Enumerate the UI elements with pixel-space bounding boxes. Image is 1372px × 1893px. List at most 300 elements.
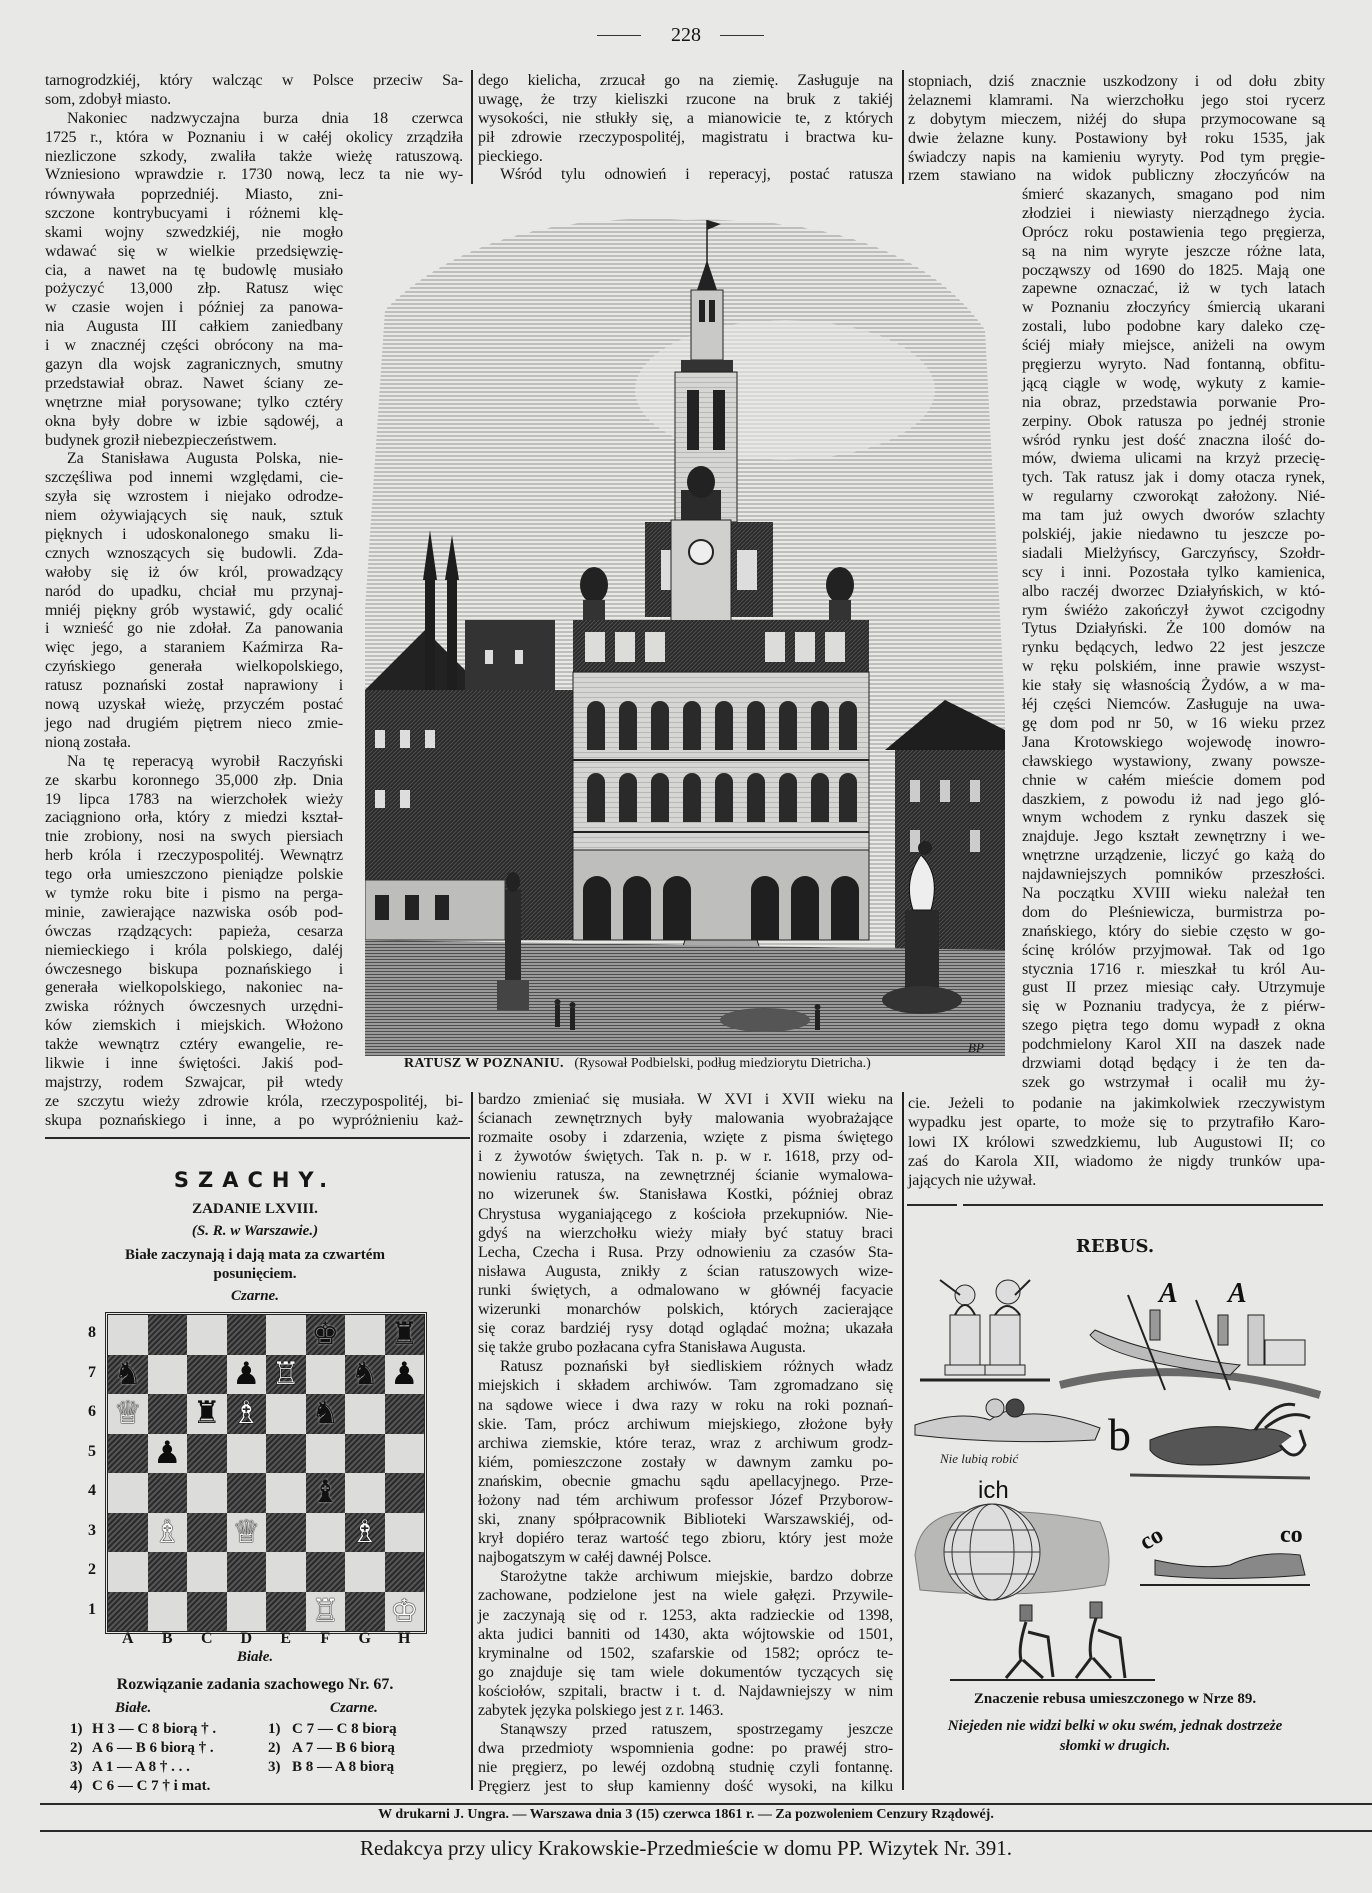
black-rook-piece: ♜ — [390, 1316, 419, 1353]
chess-author: (S. R. w Warszawie.) — [191, 1223, 319, 1239]
text-line: pił zdrowie rzeczypospolitéj, magistratu i bractwa ku- — [478, 128, 893, 146]
solution-move-n: 4) — [70, 1778, 83, 1794]
text-line: nisława Augusta, znikły z ścian ratuszowych wize- — [478, 1262, 893, 1280]
file-label: D — [240, 1630, 253, 1647]
text-line: na sądowe wiece i dwa razy w roku na roki poznań- — [478, 1396, 893, 1414]
square-e8 — [266, 1315, 306, 1355]
square-d2 — [227, 1552, 267, 1592]
text-line: skupa poznańskiego i inne, a po wypróżnieniu każ- — [45, 1111, 463, 1129]
text-line: cławskiego wystawiony, zwany powsze- — [1022, 752, 1325, 770]
rank-label: 1 — [88, 1600, 96, 1618]
square-e3 — [266, 1513, 306, 1553]
text-line: tarnogrodzkiéj, który walcząc w Polsce przeciw Sa- — [45, 72, 463, 89]
black-knight-piece: ♞ — [113, 1355, 142, 1392]
solution-move-white: A 1 — A 8 † . . . — [92, 1759, 190, 1775]
text-line: i w znacznéj części obrócony na ma- — [45, 337, 343, 355]
town-hall-engraving — [365, 190, 1005, 1056]
footer-imprint: W drukarni J. Ungra. — Warszawa dnia 3 (15) czerwca 1861 r. — Za pozwoleniem Cenzury Rządowéj. — [378, 1807, 994, 1822]
square-g6 — [345, 1394, 385, 1434]
text-line: 19 lipca 1783 na wierzchołek wieży — [45, 790, 343, 808]
square-b2 — [148, 1552, 188, 1592]
text-line: ków ziemskich i miejskich. Włożono — [45, 1017, 343, 1035]
text-line: Starożytne także archiwum miejskie, bardzo dobrze — [500, 1568, 893, 1586]
text-line: gazyn dla wojsk zagranicznych, smutny — [45, 356, 343, 374]
text-line: Wzniesiono wprawdzie r. 1730 nową, lecz ta nie wy- — [45, 166, 463, 184]
square-h8 — [385, 1315, 425, 1355]
square-b4 — [148, 1473, 188, 1513]
square-h3 — [385, 1513, 425, 1553]
square-d1 — [227, 1592, 267, 1632]
right-column-bottom — [908, 1094, 1325, 1190]
text-line: kryminalne od 1502, szafarskie od 1582; oprócz te- — [478, 1644, 893, 1662]
text-line: skie. Tam, prócz archiwum miejskiego, złożone były — [478, 1415, 893, 1433]
file-label: A — [121, 1630, 134, 1647]
square-c2 — [187, 1552, 227, 1592]
file-label: H — [398, 1630, 411, 1647]
square-b3 — [148, 1513, 188, 1553]
chess-instruction: Białe zaczynają i dają mata za czwartém — [125, 1247, 385, 1263]
text-line: chnie w całém mieście domem pod — [1022, 771, 1325, 789]
square-g1 — [345, 1592, 385, 1632]
square-c1 — [187, 1592, 227, 1632]
text-line: majstrzy, rodem Szwajcar, pił wtedy — [45, 1073, 343, 1091]
solution-move-black: C 7 — C 8 biorą — [292, 1721, 397, 1737]
solution-move-bn: 3) — [268, 1759, 281, 1775]
text-line: wysokości, nie stłukły się, a mianowicie te, z których — [478, 109, 893, 127]
square-g8 — [345, 1315, 385, 1355]
globe-image — [915, 1504, 1109, 1600]
text-line: ścinę królów przyjmował. Tak od 1go — [1022, 941, 1325, 959]
text-line: są na nim wyryte jeszcze różne lata, — [1022, 242, 1325, 260]
square-f3 — [306, 1513, 346, 1553]
square-g5 — [345, 1434, 385, 1474]
square-c7 — [187, 1355, 227, 1395]
text-line: Jana Krotowskiego wojewodę inowro- — [1022, 733, 1325, 751]
text-line: Ratusz poznański był siedliskiem różnych władz — [500, 1358, 893, 1376]
white-bishop-piece: ♗ — [153, 1513, 182, 1550]
page-number: 228 — [671, 24, 701, 46]
text-line: rynku będących, ledwo 22 jest jeszcze — [1022, 639, 1325, 657]
solution-black-header: Czarne. — [330, 1700, 378, 1716]
text-line: świadczy napis na kamieniu wyryty. Pod tym pręgie- — [908, 148, 1325, 166]
text-line: jego nad drugiém piętrem nieco zmie- — [45, 714, 343, 732]
square-e1 — [266, 1592, 306, 1632]
text-line: zachowane, podzielone jest na wiele gałęzi. Przywile- — [478, 1587, 893, 1605]
text-line: ściéj miały miejsce, aniżeli na owym — [1022, 337, 1325, 355]
file-label: E — [280, 1630, 292, 1647]
text-line: nie pręgierz, po lewéj ozdobną studnię czyli fontannę. — [478, 1759, 893, 1777]
text-line: lowi IX królowi szwedzkiemu, lub Augustowi II; co — [908, 1133, 1325, 1151]
text-line: najdawniejszych pomników przeszłości. — [1022, 866, 1325, 884]
text-line: mniéj piękny grób wystawić, gdy ocalić — [45, 601, 343, 619]
square-f6 — [306, 1394, 346, 1434]
text-line: rym świéżo zakończył żywot czcigodny — [1022, 601, 1325, 619]
text-line: wałoby się iż ów król, prowadzący — [45, 563, 343, 581]
text-line: mów, dwiema ulicami na krzyż przecię- — [1022, 450, 1325, 468]
solution-move-n: 2) — [70, 1740, 83, 1756]
square-h7 — [385, 1355, 425, 1395]
square-d7 — [227, 1355, 267, 1395]
text-line: gust II przez miesiąc cały. Utrzymuje — [1022, 979, 1325, 997]
text-line: Lecha, Czecha i Rusa. Przy odnowieniu za czasów Sta- — [478, 1243, 893, 1261]
square-e5 — [266, 1434, 306, 1474]
footer-rule — [40, 1803, 1372, 1805]
text-line: wdawać się w wielkie przedsięwzię- — [45, 242, 343, 260]
text-line: krył dopiéro teraz wartość tego zbioru, który jest może — [478, 1530, 893, 1548]
solution-move-black: A 7 — B 6 biorą — [292, 1740, 395, 1756]
text-line: śmierć skazanych, smagano pod nim — [1022, 186, 1325, 203]
text-line: rozmaite osoby i zdarzenia, wzięte z pisma świętego — [478, 1129, 893, 1147]
engraving-signature: BP — [968, 1040, 984, 1055]
text-line: generała wielkopolskiego, nakoniec na- — [45, 979, 343, 997]
text-line: się coraz bardziéj rysy dotąd oglądać można; ukazała — [478, 1320, 893, 1338]
text-line: bardzo zmieniać się musiała. W XVI i XVII wieku na — [478, 1091, 893, 1108]
left-column-bottom — [45, 1093, 463, 1131]
text-line: minie, zawierające nazwiska osób pod- — [45, 903, 343, 921]
text-line: go znajduje się tam wiele dokumentów tyczących się — [478, 1663, 893, 1681]
walking-men-image — [950, 1602, 1155, 1680]
square-h6 — [385, 1394, 425, 1434]
square-g4 — [345, 1473, 385, 1513]
footer-editorial: Redakcya przy ulicy Krakowskie-Przedmieście w domu PP. Wizytek Nr. 391. — [360, 1836, 1012, 1860]
text-line: Pręgierz jest to słup kamienny dość wysoki, na kilku — [478, 1778, 893, 1796]
text-line: Nakoniec nadzwyczajna burza dnia 18 czerwca — [67, 109, 463, 127]
text-line: Stanąwszy przed ratuszem, spostrzegamy jeszcze — [500, 1721, 893, 1739]
square-a3 — [108, 1513, 148, 1553]
column-rule — [471, 1092, 473, 1790]
text-line: równywała poprzedniéj. Miasto, zni- — [45, 186, 343, 203]
chess-title: SZACHY. — [173, 1168, 337, 1192]
solution-white-header: Białe. — [115, 1700, 152, 1716]
text-line: kościołów, szpitali, bractw i t. d. Najdawniejszy w nim — [478, 1682, 893, 1700]
footer-rule — [40, 1830, 1372, 1832]
text-line: niemieckiego i króla polskiego, daléj — [45, 941, 343, 959]
text-line: zaś do Karola XII, wiadomo że nigdy trunków upa- — [908, 1152, 1325, 1170]
chess-problem-number: ZADANIE LXVIII. — [192, 1201, 318, 1217]
square-d4 — [227, 1473, 267, 1513]
chess-black-label: Czarne. — [231, 1288, 279, 1304]
rank-label: 5 — [88, 1442, 96, 1460]
black-pawn-piece: ♟ — [232, 1355, 261, 1392]
text-line: nioną została. — [45, 733, 131, 751]
text-line: Chrystusa wyganiającego z kościoła przekupniów. Nie- — [478, 1205, 893, 1223]
text-line: nia obraz, przedstawia porwanie Pro- — [1022, 393, 1325, 411]
white-bishop-piece: ♗ — [232, 1395, 261, 1432]
text-line: pięknych i udoskonalonego smaku li- — [45, 526, 343, 544]
text-line: wśród rynku jest dość znaczna ilość do- — [1022, 431, 1325, 449]
text-line: nia Augusta III całkiem zaniedbany — [45, 318, 343, 336]
text-line: ratusz poznański został naprawiony i — [45, 677, 343, 695]
text-line: łéj części Niemców. Zasługuje na uwa- — [1022, 696, 1325, 714]
square-h4 — [385, 1473, 425, 1513]
page-number-rule-right — [720, 35, 764, 36]
caption-credit: (Rysował Podbielski, podług miedziorytu Dietricha.) — [574, 1056, 871, 1071]
solution-move-bn: 1) — [268, 1721, 281, 1737]
lying-figures-image — [915, 1399, 1100, 1442]
white-queen-piece: ♕ — [232, 1513, 261, 1550]
text-line: znajduje. Jego kształt zewnętrzny i we- — [1022, 828, 1325, 846]
square-h1 — [385, 1592, 425, 1632]
lobster-image — [1130, 1404, 1310, 1478]
solution-move-n: 1) — [70, 1721, 83, 1737]
square-d6 — [227, 1394, 267, 1434]
text-line: siadali Mielżyńscy, Garczyńscy, Szołdr- — [1022, 544, 1325, 562]
solution-move-bn: 2) — [268, 1740, 281, 1756]
square-c8 — [187, 1315, 227, 1355]
text-line: w Poznaniu złoczyńcy śmiercią ukarani — [1022, 299, 1325, 317]
text-line: cznych wznoszących się budowli. Zda- — [45, 544, 343, 562]
black-king-piece: ♚ — [311, 1316, 340, 1353]
middle-column-top — [478, 72, 893, 185]
text-line: podchmielony Karol XII na daszek nade — [1022, 1036, 1325, 1054]
square-d3 — [227, 1513, 267, 1553]
text-line: nową uzyskał wieżę, przyczém postać — [45, 696, 343, 714]
text-line: runki świętych, a odmalowano w głównéj facyacie — [478, 1281, 893, 1299]
middle-column-bottom — [478, 1090, 893, 1796]
text-line: wypadku jest oparte, to może się to przytrafiło Karo- — [908, 1114, 1325, 1132]
black-knight-piece: ♞ — [350, 1355, 379, 1392]
text-line: scy i inni. Pozostała tylko kamienica, — [1022, 563, 1325, 581]
black-pawn-piece: ♟ — [390, 1355, 419, 1392]
text-line: kiém, pomieszczone zostały w dawnym zamku po- — [478, 1453, 893, 1471]
square-g2 — [345, 1552, 385, 1592]
rebus-answer-line-1: Niejeden nie widzi belki w oku swém, jednak dostrzeże — [947, 1718, 1283, 1734]
text-line: ze szczytu wieży zdrowie króla, rzeczypospolitéj, bi- — [45, 1093, 463, 1110]
text-line: i z żywotów świętych. Tak n. p. w r. 1618, przy od- — [478, 1148, 893, 1166]
chess-board — [105, 1312, 427, 1634]
column-rule — [471, 70, 473, 184]
text-line: pręgierzu wyryto. Nad fontanną, obfitu- — [1022, 356, 1325, 374]
square-f1 — [306, 1592, 346, 1632]
text-line: drzwiami dotąd będący i że ten da- — [1022, 1054, 1325, 1072]
rebus-answer-line-2: słomki w drugich. — [1059, 1738, 1171, 1754]
text-line: kie stały się własnością Żydów, a w ma- — [1022, 677, 1325, 695]
text-line: szego piętra tego domu wypadł z okna — [1022, 1017, 1325, 1035]
left-column-top — [45, 72, 463, 185]
text-line: ski, znany spółpracownik Biblioteki Warszawskiéj, od- — [478, 1511, 893, 1529]
text-line: ze skarbu koronnego 35,000 złp. Dnia — [45, 771, 343, 789]
rebus-letter-co2: co — [1280, 1522, 1303, 1548]
square-d8 — [227, 1315, 267, 1355]
text-line: złodziei i niewiasty nierządnego życia. — [1022, 204, 1325, 222]
text-line: się w Poznaniu tradycya, że z piérw- — [1022, 998, 1325, 1016]
text-line: no wizerunek św. Stanisława Kostki, później obraz — [478, 1186, 893, 1204]
square-c3 — [187, 1513, 227, 1553]
solution-move-n: 3) — [70, 1759, 83, 1775]
text-line: nowieniu ratusza, na zewnętrznéj ścianie wymalowa- — [478, 1167, 893, 1185]
text-line: naród do upadku, chciał mu przynaj- — [45, 582, 343, 600]
text-line: ówczas rządzących: papieża, cesarza — [45, 922, 343, 940]
text-line: przedstawiał obraz. Nawet ściany ze- — [45, 374, 343, 392]
text-line: Za Stanisława Augusta Polska, nie- — [67, 450, 343, 468]
text-line: najbogatszym w całéj dawnéj Polsce. — [478, 1549, 712, 1567]
text-line: szek go wstrzymał i ocalił mu ży- — [1022, 1073, 1325, 1091]
text-line: Na tę reperacyą wyrobił Raczyński — [67, 752, 343, 770]
text-line: pieckiego. — [478, 147, 543, 165]
rebus-title: REBUS. — [1075, 1236, 1155, 1257]
text-line: budynek groził niebezpieczeństwem. — [45, 431, 277, 449]
text-line: znańskiego, który do siebie często w go- — [1022, 922, 1325, 940]
square-b1 — [148, 1592, 188, 1632]
square-g7 — [345, 1355, 385, 1395]
text-line: jącą ciągle w wodę, wykuty z kamie- — [1022, 374, 1325, 392]
text-line: niem ożywiających się nauk, sztuk — [45, 507, 343, 525]
text-line: z dobytym mieczem, niżéj do słupa przymocowane są — [908, 110, 1325, 128]
left-column-wrap — [45, 186, 343, 1093]
text-line: zaciągniono orła, który z miedzi kształ- — [45, 809, 343, 827]
text-line: je zaczynają się od r. 1253, akta radzieckie od 1398, — [478, 1606, 893, 1624]
square-a2 — [108, 1552, 148, 1592]
square-e7 — [266, 1355, 306, 1395]
text-line: więc jego, a staraniem Kaźmirza Ra- — [45, 639, 343, 657]
right-column-wrap — [1022, 186, 1325, 1093]
text-line: w czasie wojen i później za panowa- — [45, 299, 343, 317]
text-line: skami wojny szwedzkiéj, nie mogło — [45, 223, 343, 241]
text-line: się także grubo pozłacana cyfra Stanisława Augusta. — [478, 1339, 806, 1357]
square-f8 — [306, 1315, 346, 1355]
black-rook-piece: ♜ — [192, 1395, 221, 1432]
text-line: dwa przedmioty wspomnienia godne: po prawéj stro- — [478, 1740, 893, 1758]
white-queen-piece: ♕ — [113, 1395, 142, 1432]
text-line: miejskich i składem archiwów. Tam zgromadzano się — [478, 1377, 893, 1395]
solution-title: Rozwiązanie zadania szachowego Nr. 67. — [116, 1676, 394, 1693]
black-pawn-piece: ♟ — [153, 1434, 182, 1471]
text-line: szczęśliwa pod innemi względami, cie- — [45, 469, 343, 487]
rebus-letter-ich: ich — [978, 1477, 1009, 1504]
square-f4 — [306, 1473, 346, 1513]
caption-title: RATUSZ W POZNANIU. — [404, 1056, 564, 1071]
text-line: likwie i inne świętości. Jakiś pod- — [45, 1054, 343, 1072]
text-line: tych. Tak ratusz jak i domy otacza rynek, — [1022, 469, 1325, 487]
statues-image — [920, 1280, 1050, 1380]
text-line: gę dom pod nr 50, w 16 wieku przez — [1022, 714, 1325, 732]
text-line: albo raczéj dworzec Działyńskich, w któ- — [1022, 582, 1325, 600]
text-line: żelaznemi klamrami. Na wierzchołku jego stoi rycerz — [908, 91, 1325, 109]
boat-image — [1060, 1295, 1320, 1395]
rebus-script: Nie lubią robić — [940, 1451, 1019, 1466]
solution-move-white: C 6 — C 7 † i mat. — [92, 1778, 211, 1794]
rebus-picture — [900, 1260, 1372, 1690]
rebus-letter-a2: A — [1228, 1278, 1247, 1309]
text-line: ówczesnego biskupa poznańskiego i — [45, 960, 343, 978]
text-line: łożony nad tém archiwum professor Józef Przyborow- — [478, 1491, 893, 1509]
black-bishop-piece: ♝ — [311, 1474, 340, 1511]
rank-label: 8 — [88, 1324, 96, 1341]
rebus-answer-title: Znaczenie rebusa umieszczonego w Nrze 89. — [973, 1691, 1257, 1707]
solution-move-white: H 3 — C 8 biorą † . — [92, 1721, 217, 1737]
solution-move-white: A 6 — B 6 biorą † . — [92, 1740, 214, 1756]
text-line: dom do Pleśniewicza, burmistrza po- — [1022, 903, 1325, 921]
illustration-caption — [404, 1056, 964, 1072]
rank-label: 6 — [88, 1403, 96, 1420]
text-line: zapewne oznaczać, iż w tych latach — [1022, 280, 1325, 298]
text-line: wizerunki monarchów polskich, których zacierające — [478, 1301, 893, 1319]
rebus-letter-co1: co — [1135, 1521, 1168, 1556]
text-line: Na początku XVIII wieku należał ten — [1022, 884, 1325, 902]
column-rule — [902, 70, 904, 184]
square-f2 — [306, 1552, 346, 1592]
section-rule — [963, 1204, 1323, 1206]
text-line: rzem stawiano na widok publiczny złoczyńców na — [908, 167, 1325, 185]
file-label: G — [358, 1630, 371, 1647]
rebus-letter-b: b — [1108, 1409, 1131, 1460]
file-label: C — [200, 1630, 213, 1647]
right-column-top — [908, 73, 1325, 186]
text-line: cie. Jeżeli to podanie na jakimkolwiek rzeczywistym — [908, 1095, 1325, 1112]
square-a4 — [108, 1473, 148, 1513]
text-line: uwagę, że trzy kieliszki rzucone na bruk z takiéj — [478, 90, 893, 108]
text-line: ma tam już owych dworów szlachty — [1022, 507, 1325, 525]
text-line: daszkiem, z powodu iż nad jego gló- — [1022, 790, 1325, 808]
square-a6 — [108, 1394, 148, 1434]
square-e6 — [266, 1394, 306, 1434]
square-b5 — [148, 1434, 188, 1474]
text-line: 1725 r., która w Poznaniu i w całéj okolicy zrządziła — [45, 128, 463, 146]
text-line: i wznieść go nie zdołał. Za panowania — [45, 620, 343, 638]
text-line: Tytus Działyński. Że 100 domów na — [1022, 620, 1325, 638]
chess-white-label: Białe. — [236, 1649, 274, 1665]
square-b7 — [148, 1355, 188, 1395]
white-rook-piece: ♖ — [271, 1355, 300, 1392]
square-c6 — [187, 1394, 227, 1434]
text-line: stycznia 1716 r. mieszkał tu król Au- — [1022, 960, 1325, 978]
square-c4 — [187, 1473, 227, 1513]
square-c5 — [187, 1434, 227, 1474]
text-line: począwszy od 1690 do 1825. Mają one — [1022, 261, 1325, 279]
text-line: archiwa ziemskie, które teraz, wraz z archiwum grodz- — [478, 1434, 893, 1452]
square-h2 — [385, 1552, 425, 1592]
square-g3 — [345, 1513, 385, 1553]
text-line: znańskim, obecnie gmachu sądu apellacyjnego. Prze- — [478, 1472, 893, 1490]
text-line: tnie zrobiony, nosi na swych piersiach — [45, 828, 343, 846]
solution-move-black: B 8 — A 8 biorą — [292, 1759, 395, 1775]
text-line: czyńskiego generała wielkopolskiego, — [45, 658, 343, 676]
text-line: w ręku polskiém, inne prawie wszyst- — [1022, 658, 1325, 676]
section-rule — [907, 1204, 957, 1206]
square-e4 — [266, 1473, 306, 1513]
rebus-letter-a1: A — [1159, 1278, 1178, 1309]
square-h5 — [385, 1434, 425, 1474]
text-line: Oprócz roku postawienia tego pręgierza, — [1022, 223, 1325, 241]
text-line: pożyczyć 13,000 złp. Ratusz więc — [45, 280, 343, 298]
text-line: stopniach, dziś znacznie uszkodzony i od dołu zbity — [908, 73, 1325, 90]
text-line: zostali, lubo podobne kary daleko czę- — [1022, 318, 1325, 336]
text-line: szyła się wzrostem i niejako odrodze- — [45, 488, 343, 506]
text-line: niezliczone szkody, zwaliła także wieżę ratuszową. — [45, 147, 463, 165]
text-line: okna były dobre w izbie sądowéj, a — [45, 412, 343, 430]
text-line: gdyś na wierzchołku wieży miały być statuy braci — [478, 1224, 893, 1242]
text-line: wnętrzne miał porysowane; tylko cztéry — [45, 393, 343, 411]
square-b6 — [148, 1394, 188, 1434]
square-d5 — [227, 1434, 267, 1474]
chess-instruction-cont: posunięciem. — [213, 1266, 297, 1282]
square-b8 — [148, 1315, 188, 1355]
rank-label: 3 — [88, 1521, 96, 1539]
square-a8 — [108, 1315, 148, 1355]
text-line: wnym wchodem z rynku daszek się — [1022, 809, 1325, 827]
text-line: herb króla i rzeczypospolitéj. Wewnątrz — [45, 847, 343, 865]
white-rook-piece: ♖ — [311, 1592, 340, 1629]
rank-label: 7 — [88, 1363, 96, 1381]
text-line: polskiéj, jakie niedawno tu jeszcze po- — [1022, 526, 1325, 544]
text-line: ścianach zewnętrznych były malowania wyobrażające — [478, 1110, 893, 1128]
text-line: zwiska różnych ówczesnych urzędni- — [45, 998, 343, 1016]
rank-label: 4 — [88, 1482, 96, 1499]
square-a1 — [108, 1592, 148, 1632]
text-line: tego orła umieszczono pieniądze polskie — [45, 866, 343, 884]
text-line: Wśród tylu odnowień i reperacyj, postać ratusza — [500, 166, 893, 184]
text-line: zabytek języka polskiego jest z r. 1463. — [478, 1702, 724, 1719]
